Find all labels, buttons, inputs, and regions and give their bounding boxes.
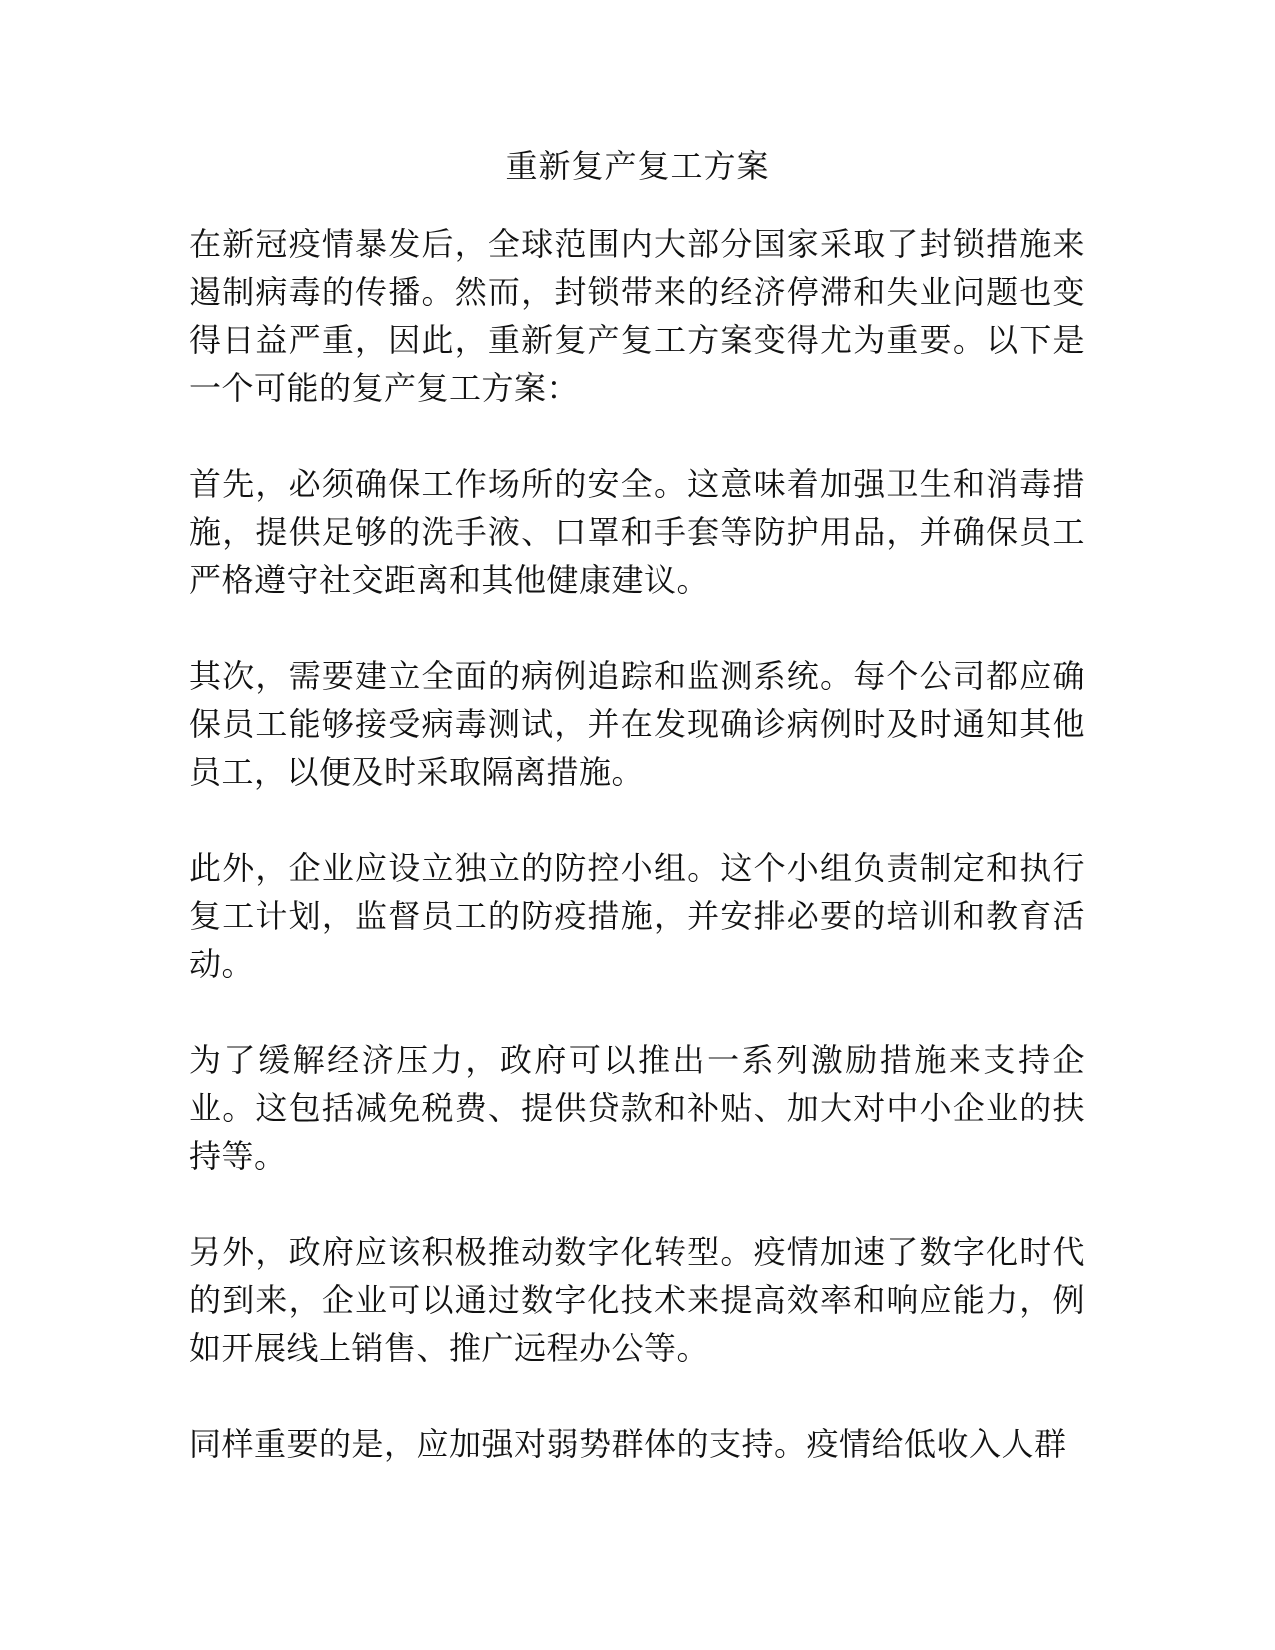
paragraph-case-tracking: 其次，需要建立全面的病例追踪和监测系统。每个公司都应确保员工能够接受病毒测试，并在发现确诊病例时及时通知其他员工，以便及时采取隔离措施。: [189, 657, 1085, 791]
paragraph-control-team: 此外，企业应设立独立的防控小组。这个小组负责制定和执行复工计划，监督员工的防疫措施，并安排必要的培训和教育活动。: [189, 849, 1085, 983]
paragraph-workplace-safety: 首先，必须确保工作场所的安全。这意味着加强卫生和消毒措施，提供足够的洗手液、口罩和手套等防护用品，并确保员工严格遵守社交距离和其他健康建议。: [189, 465, 1085, 599]
document-title: 重新复产复工方案: [505, 147, 770, 185]
paragraph-intro: 在新冠疫情暴发后，全球范围内大部分国家采取了封锁措施来遏制病毒的传播。然而，封锁带来的经济停滞和失业问题也变得日益严重，因此，重新复产复工方案变得尤为重要。以下是一个可能的复产复工方案：: [189, 225, 1085, 407]
paragraph-digital-transformation: 另外，政府应该积极推动数字化转型。疫情加速了数字化时代的到来，企业可以通过数字化技术来提高效率和响应能力，例如开展线上销售、推广远程办公等。: [189, 1233, 1085, 1367]
paragraph-incentives: 为了缓解经济压力，政府可以推出一系列激励措施来支持企业。这包括减免税费、提供贷款和补贴、加大对中小企业的扶持等。: [189, 1041, 1085, 1175]
document-body: [189, 220, 1085, 1516]
paragraph-vulnerable-groups: 同样重要的是，应加强对弱势群体的支持。疫情给低收入人群: [189, 1425, 1067, 1463]
